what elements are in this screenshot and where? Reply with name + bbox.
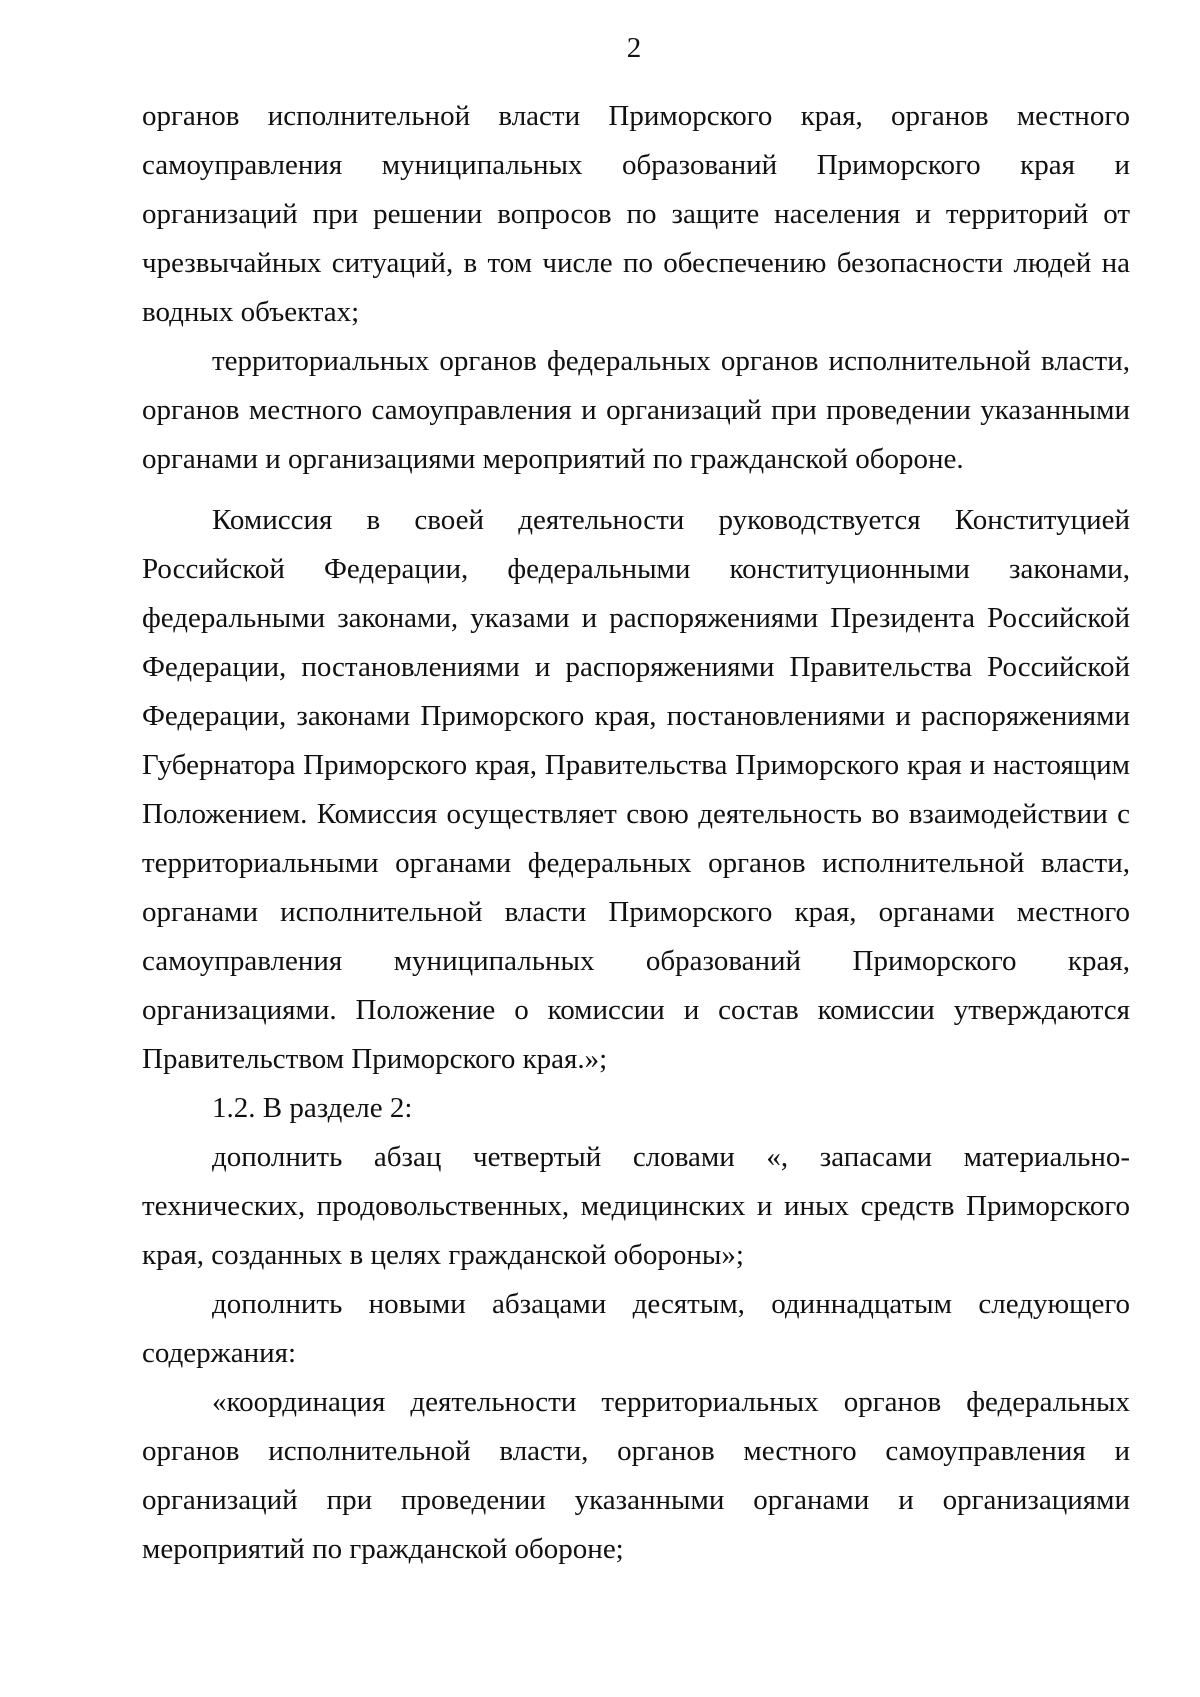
page-number: 2 [626,32,642,64]
paragraph-amend-fourth: дополнить абзац четвертый словами «, запасами материально-технических, продовольственных, медицинских и иных средств Приморского края, созданных в целях гражданской обороны»; [142,1141,1130,1271]
paragraph-territorial-organs: территориальных органов федеральных органов исполнительной власти, органов местного самоуправления и организаций при проведении указанными органами и организациями мероприятий по гражданской обороне. [142,345,1130,475]
document-body [142,92,1130,1574]
paragraph-section-heading: 1.2. В разделе 2: [212,1092,413,1124]
paragraph-continuation: органов исполнительной власти Приморского края, органов местного самоуправления муниципальных образований Приморского края и организаций при решении вопросов по защите населения и территорий от чрезвычайных ситуаций, в том числе по обеспечению безопасности людей на водных объектах; [142,100,1130,328]
paragraph-add-new: дополнить новыми абзацами десятым, одиннадцатым следующего содержания: [142,1288,1130,1369]
paragraph-coordination: «координация деятельности территориальных органов федеральных органов исполнительной власти, органов местного самоуправления и организаций при проведении указанными органами и организациями мероприятий по гражданской обороне; [142,1386,1130,1565]
paragraph-commission-guidance: Комиссия в своей деятельности руководствуется Конституцией Российской Федерации, федеральными конституционными законами, федеральными законами, указами и распоряжениями Президента Российской Федерации, постановлениями и распоряжениями Правительства Российской Федерации, законами Приморского края, постановлениями и распоряжениями Губернатора Приморского края, Правительства Приморского края и настоящим Положением. Комиссия осуществляет свою деятельность во взаимодействии с территориальными органами федеральных органов исполнительной власти, органами исполнительной власти Приморского края, органами местного самоуправления муниципальных образований Приморского края, организациями. Положение о комиссии и состав комиссии утверждаются Правительством Приморского края.»; [142,504,1130,1075]
